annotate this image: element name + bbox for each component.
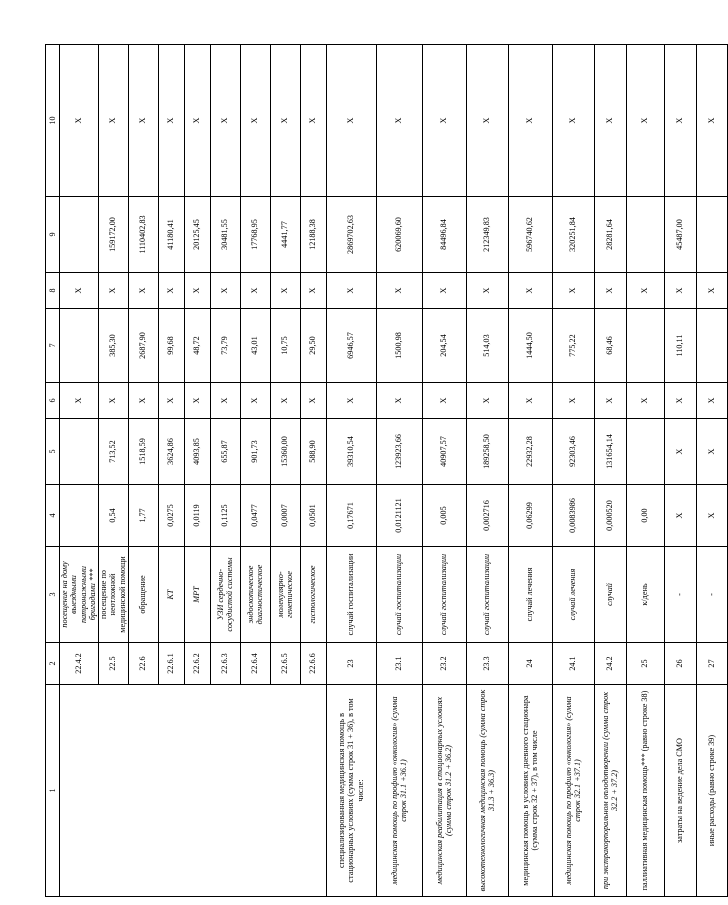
row-col7: 48,72: [184, 309, 210, 383]
row-norm: 0,0501: [300, 485, 326, 547]
row-norm: 0,0007: [270, 485, 300, 547]
row-unit: случай госпитализации: [376, 547, 422, 643]
row-label: иные расходы (равно строке 39): [696, 685, 727, 897]
row-code: 24: [508, 643, 552, 685]
row-code: 22.6.3: [210, 643, 240, 685]
row-col6: X: [466, 383, 508, 419]
row-cost: 901,73: [240, 419, 270, 485]
col-header-7: 7: [46, 309, 60, 383]
row-col7: 68,46: [594, 309, 626, 383]
row-code: 23.1: [376, 643, 422, 685]
row-col7: [60, 309, 99, 383]
row-col8: X: [326, 273, 376, 309]
row-cost: 15360,00: [270, 419, 300, 485]
row-col8: X: [128, 273, 158, 309]
row-unit: случай госпитализации: [326, 547, 376, 643]
row-col10: X: [376, 45, 422, 197]
row-col9: 4441,77: [270, 197, 300, 273]
table-row: [422, 45, 466, 897]
row-col6: X: [594, 383, 626, 419]
table-row: [60, 45, 99, 897]
row-norm: 0,17671: [326, 485, 376, 547]
row-cost: 4093,85: [184, 419, 210, 485]
row-col6: X: [422, 383, 466, 419]
row-cost: [626, 419, 664, 485]
row-col9: 596740,62: [508, 197, 552, 273]
row-col10: X: [210, 45, 240, 197]
row-cost: 655,87: [210, 419, 240, 485]
row-col7: 6946,57: [326, 309, 376, 383]
row-label: медицинская помощь по профилю «онкология» (сумма строк 31.1 +36.1): [376, 685, 422, 897]
row-col10: X: [696, 45, 727, 197]
row-col7: 73,79: [210, 309, 240, 383]
row-col8: X: [626, 273, 664, 309]
col-header-10: 10: [46, 45, 60, 197]
row-col10: X: [664, 45, 696, 197]
row-code: 22.6.5: [270, 643, 300, 685]
row-col6: X: [98, 383, 128, 419]
row-col9: 17768,95: [240, 197, 270, 273]
row-col6: X: [626, 383, 664, 419]
row-norm: 0,06299: [508, 485, 552, 547]
row-col6: X: [664, 383, 696, 419]
row-col9: 212349,83: [466, 197, 508, 273]
row-col10: X: [422, 45, 466, 197]
header-row: [46, 45, 60, 897]
row-label: специализированная медицинская помощь в стационарных условиях (сумма строк 31 + 36), в том числе:: [326, 685, 376, 897]
row-label: [60, 685, 327, 897]
row-col8: X: [184, 273, 210, 309]
row-col7: [696, 309, 727, 383]
row-col9: 159172,00: [98, 197, 128, 273]
row-cost: 40907,57: [422, 419, 466, 485]
row-code: 22.4.2: [60, 643, 99, 685]
col-header-2: 2: [46, 643, 60, 685]
row-norm: 0,0275: [158, 485, 184, 547]
row-col9: [626, 197, 664, 273]
row-code: 23.2: [422, 643, 466, 685]
row-norm: 0,005: [422, 485, 466, 547]
row-col10: X: [98, 45, 128, 197]
row-col9: 620069,60: [376, 197, 422, 273]
col-header-8: 8: [46, 273, 60, 309]
row-code: 23.3: [466, 643, 508, 685]
row-col9: 20125,45: [184, 197, 210, 273]
row-col7: 775,22: [552, 309, 594, 383]
row-col10: X: [300, 45, 326, 197]
row-col6: X: [184, 383, 210, 419]
row-cost: 588,90: [300, 419, 326, 485]
row-col6: X: [60, 383, 99, 419]
table-row: [696, 45, 727, 897]
row-col8: X: [240, 273, 270, 309]
row-label: затраты на ведение дела СМО: [664, 685, 696, 897]
row-unit: посещение на дому выездными патронажными бригадами ***: [60, 547, 99, 643]
row-col9: 2869702,63: [326, 197, 376, 273]
row-col9: 320251,84: [552, 197, 594, 273]
row-label: медицинская помощь по профилю «онкология» (сумма строк 32.1 +37.1): [552, 685, 594, 897]
row-col6: X: [270, 383, 300, 419]
row-col9: 41180,41: [158, 197, 184, 273]
row-col9: [60, 197, 99, 273]
row-col7: 204,54: [422, 309, 466, 383]
row-col8: X: [422, 273, 466, 309]
row-cost: 713,52: [98, 419, 128, 485]
table-row: [552, 45, 594, 897]
table-row: [508, 45, 552, 897]
row-col9: 45487,00: [664, 197, 696, 273]
row-code: 22.5: [98, 643, 128, 685]
row-col8: X: [594, 273, 626, 309]
table-row: [376, 45, 422, 897]
row-col8: X: [158, 273, 184, 309]
row-col6: X: [210, 383, 240, 419]
row-col7: 10,75: [270, 309, 300, 383]
table-row: [664, 45, 696, 897]
row-cost: 189258,50: [466, 419, 508, 485]
table-row: [326, 45, 376, 897]
row-norm: [60, 485, 99, 547]
row-col6: X: [696, 383, 727, 419]
row-norm: X: [696, 485, 727, 547]
row-unit: -: [664, 547, 696, 643]
row-col7: 385,30: [98, 309, 128, 383]
row-norm: 0,0121121: [376, 485, 422, 547]
table-body: [46, 45, 728, 897]
row-col10: X: [466, 45, 508, 197]
row-col9: 28281,64: [594, 197, 626, 273]
row-col10: X: [626, 45, 664, 197]
row-code: 25: [626, 643, 664, 685]
row-col10: X: [60, 45, 99, 197]
col-header-6: 6: [46, 383, 60, 419]
row-norm: 0,000520: [594, 485, 626, 547]
row-code: 22.6.6: [300, 643, 326, 685]
row-norm: X: [664, 485, 696, 547]
row-cost: 3624,86: [158, 419, 184, 485]
row-col8: X: [60, 273, 99, 309]
row-label: при экстракорпоральном оплодотворении (сумма строк 32.2 + 37.2): [594, 685, 626, 897]
row-unit: случай лечения: [552, 547, 594, 643]
row-col9: 12188,38: [300, 197, 326, 273]
col-header-3: 3: [46, 547, 60, 643]
row-col10: X: [552, 45, 594, 197]
row-col6: X: [158, 383, 184, 419]
row-label: высокотехнологичная медицинская помощь (сумма строк 31.3 + 36.3): [466, 685, 508, 897]
row-col9: 30481,55: [210, 197, 240, 273]
row-cost: 22932,28: [508, 419, 552, 485]
row-col8: X: [664, 273, 696, 309]
row-col10: X: [270, 45, 300, 197]
row-unit: посещение по неотложной медицинской помощи: [98, 547, 128, 643]
row-code: 22.6.2: [184, 643, 210, 685]
row-unit: эндоскопическое диагностическое: [240, 547, 270, 643]
row-label: медицинская реабилитация в стационарных условиях (сумма строк 31.2 + 36.2): [422, 685, 466, 897]
row-col6: X: [376, 383, 422, 419]
row-col8: X: [98, 273, 128, 309]
row-cost: 39310,54: [326, 419, 376, 485]
row-col8: X: [300, 273, 326, 309]
row-unit: случай лечения: [508, 547, 552, 643]
row-unit: КТ: [158, 547, 184, 643]
table-row: [626, 45, 664, 897]
row-col7: [626, 309, 664, 383]
row-col7: 514,03: [466, 309, 508, 383]
row-cost: 131654,14: [594, 419, 626, 485]
row-norm: 0,002716: [466, 485, 508, 547]
row-col10: X: [240, 45, 270, 197]
row-col8: X: [552, 273, 594, 309]
row-unit: к/день: [626, 547, 664, 643]
row-unit: обращение: [128, 547, 158, 643]
table-row: [466, 45, 508, 897]
row-col9: [696, 197, 727, 273]
col-header-9: 9: [46, 197, 60, 273]
row-unit: молекулярно-генетическое: [270, 547, 300, 643]
row-code: 22.6.1: [158, 643, 184, 685]
row-code: 27: [696, 643, 727, 685]
row-col8: X: [376, 273, 422, 309]
row-col10: X: [326, 45, 376, 197]
row-col10: X: [128, 45, 158, 197]
row-norm: 0,0119: [184, 485, 210, 547]
row-code: 22.6.4: [240, 643, 270, 685]
row-col10: X: [158, 45, 184, 197]
row-cost: 123923,66: [376, 419, 422, 485]
row-unit: случай: [594, 547, 626, 643]
row-norm: 1,77: [128, 485, 158, 547]
col-header-4: 4: [46, 485, 60, 547]
row-unit: случай госпитализации: [466, 547, 508, 643]
table-row: [594, 45, 626, 897]
row-code: 24.2: [594, 643, 626, 685]
row-unit: МРТ: [184, 547, 210, 643]
row-cost: [60, 419, 99, 485]
row-col7: 43,01: [240, 309, 270, 383]
row-unit: случай госпитализации: [422, 547, 466, 643]
row-col8: X: [696, 273, 727, 309]
row-col8: X: [466, 273, 508, 309]
row-norm: 0,54: [98, 485, 128, 547]
row-code: 22.6: [128, 643, 158, 685]
row-col7: 2687,90: [128, 309, 158, 383]
row-col6: X: [508, 383, 552, 419]
row-cost: 1518,59: [128, 419, 158, 485]
row-col6: X: [552, 383, 594, 419]
col-header-1: 1: [46, 685, 60, 897]
row-col7: 99,68: [158, 309, 184, 383]
row-col6: X: [128, 383, 158, 419]
row-norm: 0,00: [626, 485, 664, 547]
row-cost: X: [696, 419, 727, 485]
row-label: медицинская помощь в условиях дневного стационара (сумма строк 32 + 37), в том числе: [508, 685, 552, 897]
row-col7: 1444,50: [508, 309, 552, 383]
row-code: 26: [664, 643, 696, 685]
rotated-table-wrapper: [45, 45, 716, 897]
row-unit: -: [696, 547, 727, 643]
row-col7: 29,50: [300, 309, 326, 383]
row-col8: X: [270, 273, 300, 309]
row-col10: X: [508, 45, 552, 197]
row-unit: УЗИ сердечно-сосудистой системы: [210, 547, 240, 643]
row-norm: 0,1125: [210, 485, 240, 547]
row-label: паллиативная медицинская помощь*** (равно строке 38): [626, 685, 664, 897]
row-unit: гистологическое: [300, 547, 326, 643]
row-col10: X: [184, 45, 210, 197]
row-col8: X: [508, 273, 552, 309]
row-code: 24.1: [552, 643, 594, 685]
row-cost: 92303,46: [552, 419, 594, 485]
row-col7: 1500,98: [376, 309, 422, 383]
row-col8: X: [210, 273, 240, 309]
col-header-5: 5: [46, 419, 60, 485]
row-col7: 110,11: [664, 309, 696, 383]
row-col6: X: [240, 383, 270, 419]
row-code: 23: [326, 643, 376, 685]
cost-table: [45, 44, 728, 897]
row-col9: 84496,84: [422, 197, 466, 273]
row-norm: 0,0083986: [552, 485, 594, 547]
row-col10: X: [594, 45, 626, 197]
row-col6: X: [326, 383, 376, 419]
row-norm: 0,0477: [240, 485, 270, 547]
row-col9: 1110402,83: [128, 197, 158, 273]
row-col6: X: [300, 383, 326, 419]
row-cost: X: [664, 419, 696, 485]
